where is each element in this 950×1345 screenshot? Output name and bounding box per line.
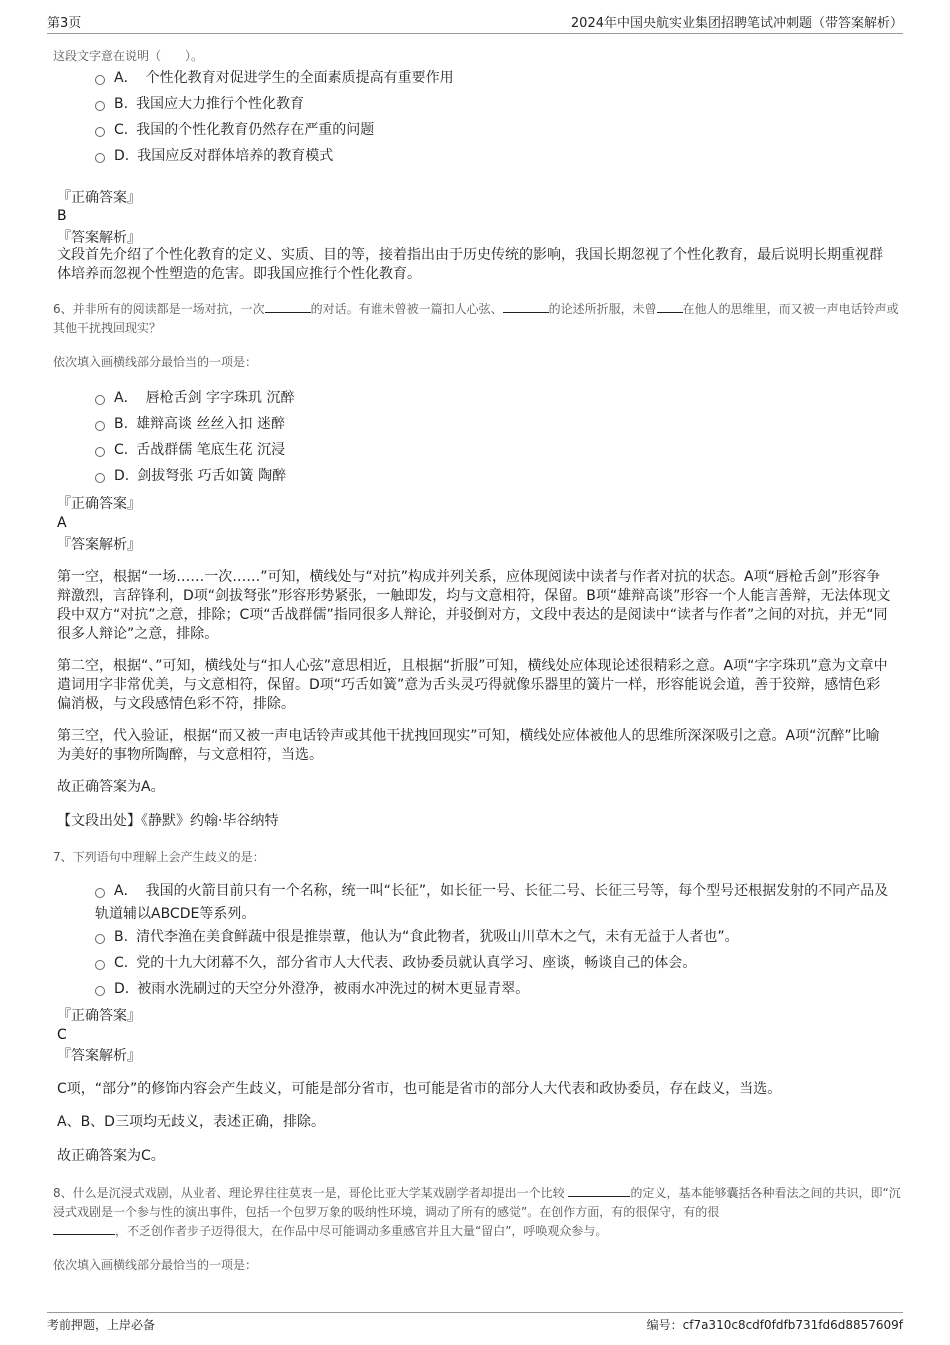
question-8-stem: 8、什么是沉浸式戏剧，从业者、理论界往往莫衷一是，哥伦比亚大学某戏剧学者却提出一个比较 的定义，基本能够囊括各种看法之间的共识，即“沉浸式戏剧是一个参与性的演出事件，包括一个包罗万象的吸纳性环境，调动了所有的感觉”。在创作方面，有的很保守，有的很 ，不乏创作者步子迈得很大，在作品中尽可能调动多重感官并且大量“留白”，呼唤观众参与。 [53,1186,901,1238]
q6-analysis-paragraph-2: 第二空，根据“、”可知，横线处与“扣人心弦”意思相近，且根据“折服”可知，横线处应体现论述很精彩之意。A项“字字珠玑”意为文章中遣词用字非常优美，与文意相符，保留。D项“巧舌如簧”意为舌头灵巧得就像乐器里的簧片一样，形容能说会道，善于狡辩，感情色彩偏消极，与文段感情色彩不符，排除。 [57,658,888,712]
q6-option-b[interactable]: B. 雄辩高谈 丝丝入扣 迷醉 [95,413,906,436]
q6-option-d[interactable]: D. 剑拔弩张 巧舌如簧 陶醉 [95,465,906,488]
q5-option-b[interactable]: B. 我国应大力推行个性化教育 [95,93,906,116]
q7-analysis-paragraph-1: C项，“部分”的修饰内容会产生歧义，可能是部分省市，也可能是省市的部分人大代表和政协委员，存在歧义，当选。 [57,1081,782,1097]
q7-analysis-paragraph-2: A、B、D三项均无歧义，表述正确，排除。 [57,1114,325,1130]
q5-analysis: 文段首先介绍了个性化教育的定义、实质、目的等，接着指出由于历史传统的影响，我国长期忽视了个性化教育，最后说明长期重视群体培养而忽视个性塑造的危害。即我国应推行个性化教育。 [57,247,883,282]
radio-icon[interactable] [95,75,105,85]
q7-answer-label: 『正确答案』 [57,1008,141,1024]
document-title: 2024年中国央航实业集团招聘笔试冲刺题（带答案解析） [570,16,903,31]
radio-icon[interactable] [95,153,105,163]
q7-option-a[interactable]: A． 我国的火箭目前只有一个名称，统一叫“长征”，如长征一号、长征二号、长征三号等，每个型号还根据发射的不同产品及轨道辅以ABCDE等系列。 [95,883,889,922]
q6-answer-label: 『正确答案』 [57,496,141,512]
blank-line [657,300,683,313]
q6-option-a[interactable]: A． 唇枪舌剑 字字珠玑 沉醉 [95,387,906,410]
radio-icon[interactable] [95,473,105,483]
question-7-stem: 7、下列语句中理解上会产生歧义的是： [53,850,265,864]
blank-line [53,1222,115,1235]
radio-icon[interactable] [95,101,105,111]
page-footer [47,1312,903,1334]
q6-analysis-paragraph-4: 故正确答案为A。 [57,779,165,795]
page-header [47,12,903,34]
q5-answer: B [57,208,67,224]
radio-icon[interactable] [95,934,105,944]
document-id: 编号：cf7a310c8cdf0fdfb731fd6d8857609f [646,1318,903,1332]
radio-icon[interactable] [95,127,105,137]
question-8-prompt: 依次填入画横线部分最恰当的一项是： [53,1258,258,1272]
blank-line [265,300,311,313]
blank-line [568,1184,630,1197]
q7-analysis-label: 『答案解析』 [57,1048,141,1064]
blank-line [503,300,549,313]
question-5-stem: 这段文字意在说明（ ）。 [53,49,204,63]
q6-source: 【文段出处】《静默》约翰·毕谷纳特 [57,813,279,829]
radio-icon[interactable] [95,421,105,431]
question-6-prompt: 依次填入画横线部分最恰当的一项是： [53,355,258,369]
q5-analysis-label: 『答案解析』 [57,230,141,246]
page-number: 第3页 [47,16,82,31]
question-6-stem: 6、并非所有的阅读都是一场对抗，一次 的对话。有谁未曾被一篇扣人心弦、 的论述所折服，未曾 在他人的思维里，而又被一声电话铃声或其他干扰拽回现实？ [53,302,899,335]
radio-icon[interactable] [95,986,105,996]
footer-slogan: 考前押题，上岸必备 [47,1318,156,1332]
radio-icon[interactable] [95,447,105,457]
q5-answer-label: 『正确答案』 [57,190,141,206]
radio-icon[interactable] [95,960,105,970]
q6-option-c[interactable]: C. 舌战群儒 笔底生花 沉浸 [95,439,906,462]
q7-option-d[interactable]: D. 被雨水洗刷过的天空分外澄净，被雨水冲洗过的树木更显青翠。 [95,978,906,1001]
radio-icon[interactable] [95,888,105,898]
q6-analysis-paragraph-3: 第三空，代入验证，根据“而又被一声电话铃声或其他干扰拽回现实”可知，横线处应体被他人的思维所深深吸引之意。A项“沉醉”比喻为美好的事物所陶醉，与文意相符，当选。 [57,728,880,763]
q5-option-c[interactable]: C. 我国的个性化教育仍然存在严重的问题 [95,119,906,142]
q7-answer: C [57,1027,67,1043]
q5-option-a[interactable]: A． 个性化教育对促进学生的全面素质提高有重要作用 [95,67,906,90]
q7-option-b[interactable]: B. 清代李渔在美食鲜蔬中很是推崇蕈，他认为“食此物者，犹吸山川草木之气，未有无益于人者也”。 [95,926,906,949]
radio-icon[interactable] [95,395,105,405]
q6-analysis-paragraph-1: 第一空，根据“一场……一次……”可知，横线处与“对抗”构成并列关系，应体现阅读中读者与作者对抗的状态。A项“唇枪舌剑”形容争辩激烈，言辞锋利，D项“剑拔弩张”形容形势紧张，一触即发，均与文意相符，保留。B项“雄辩高谈”形容一个人能言善辩，无法体现文段中双方“对抗”之意，排除；C项“舌战群儒”指同很多人辩论，并驳倒对方，文段中表达的是阅读中“读者与作者”之间的对抗，并无“同很多人辩论”之意，排除。 [57,569,891,642]
q6-answer: A [57,515,67,531]
q7-analysis-paragraph-3: 故正确答案为C。 [57,1148,165,1164]
q6-analysis-label: 『答案解析』 [57,537,141,553]
q7-option-c[interactable]: C. 党的十九大闭幕不久，部分省市人大代表、政协委员就认真学习、座谈，畅谈自己的体会。 [95,952,906,975]
q5-option-d[interactable]: D. 我国应反对群体培养的教育模式 [95,145,906,168]
